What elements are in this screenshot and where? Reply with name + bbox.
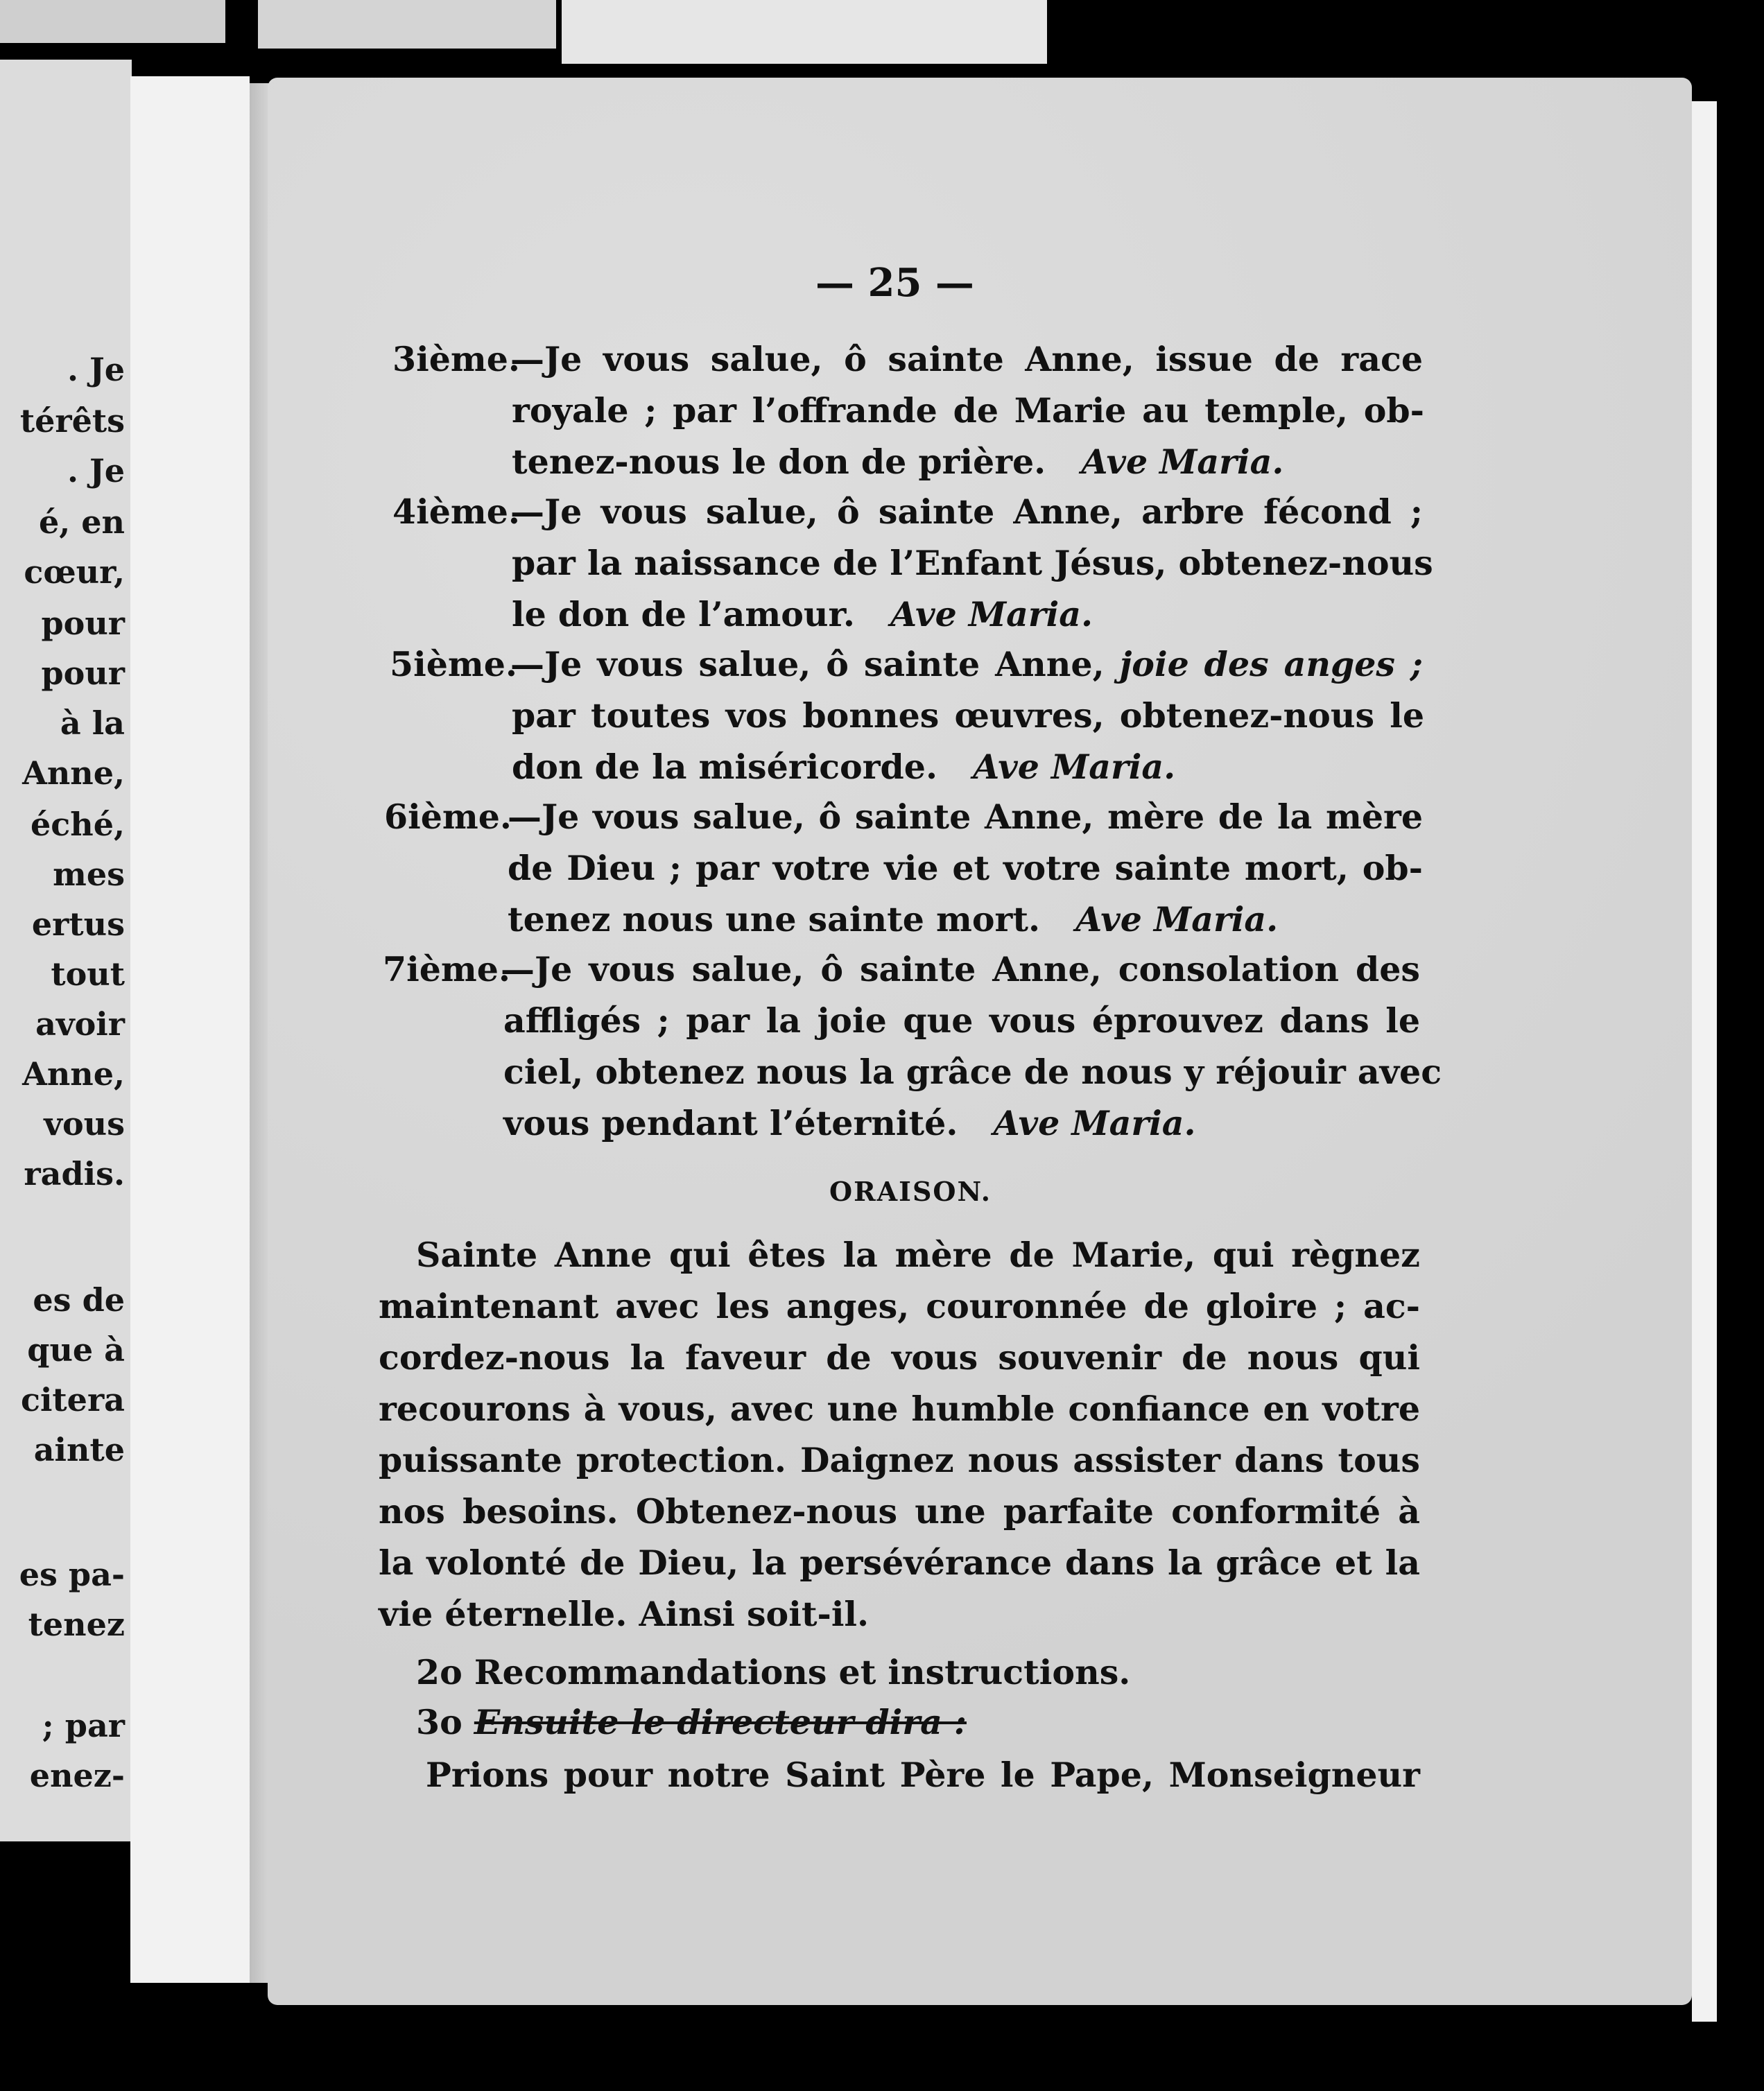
- book-gutter: [130, 76, 250, 1983]
- instruction-item: 2o Recommandations et instructions.: [416, 1652, 1131, 1692]
- left-page-fragment: . Je: [67, 351, 125, 388]
- litany-line-text: tenez-nous le don de prière.: [512, 442, 1046, 482]
- left-page-fragment: que à: [27, 1331, 125, 1369]
- litany-line-text: vous pendant l’éternité.: [503, 1103, 958, 1143]
- left-page-fragment: citera: [20, 1381, 125, 1418]
- litany-line-text: le don de l’amour.: [512, 594, 855, 634]
- upper-page-edge: [562, 0, 1047, 64]
- left-page-fragment: vous: [44, 1105, 125, 1143]
- left-page-fragment: tout: [51, 955, 125, 993]
- litany-number: 3ième.: [392, 339, 520, 379]
- litany-number: 4ième.: [392, 492, 520, 532]
- left-page-fragment: avoir: [35, 1005, 125, 1043]
- oraison-line: vie éternelle. Ainsi soit-il.: [379, 1594, 870, 1634]
- litany-line-text: tenez nous une sainte mort.: [508, 899, 1041, 939]
- litany-number: 5ième.: [390, 644, 517, 684]
- left-page-fragment: es pa-: [19, 1556, 125, 1593]
- top-strip: [0, 0, 1764, 55]
- left-page-fragment: radis.: [24, 1155, 125, 1192]
- litany-line: affligés ; par la joie que vous éprouvez dans le: [503, 1000, 1420, 1041]
- left-page-fragment: térêts: [19, 402, 125, 440]
- item-number: 3o: [416, 1702, 462, 1742]
- left-page-fragment: ainte: [33, 1431, 125, 1468]
- left-page-fragment: . Je: [67, 452, 125, 489]
- litany-line: [512, 594, 1093, 634]
- left-page-fragment: ; par: [42, 1707, 125, 1744]
- left-page-fragment: cœur,: [24, 553, 125, 591]
- litany-line: [512, 442, 1284, 482]
- left-page-fragment: Anne,: [22, 754, 125, 792]
- litany-line: [510, 644, 1424, 684]
- litany-line: —Je vous salue, ô sainte Anne, consolation des: [501, 949, 1420, 989]
- oraison-line: puissante protection. Daignez nous assister dans tous: [379, 1440, 1420, 1480]
- left-page-fragment: mes: [53, 856, 125, 893]
- oraison-line: la volonté de Dieu, la persévérance dans la grâce et la: [379, 1543, 1420, 1583]
- left-page-fragment: tenez: [28, 1606, 125, 1643]
- litany-line: ciel, obtenez nous la grâce de nous y réjouir avec: [503, 1052, 1442, 1092]
- ave-maria: Ave Maria.: [890, 594, 1093, 634]
- litany-line-text: —Je vous salue, ô sainte Anne,: [510, 644, 1105, 684]
- litany-line: —Je vous salue, ô sainte Anne, mère de la mère: [508, 797, 1423, 837]
- ave-maria: Ave Maria.: [1081, 442, 1284, 482]
- upper-page-edge: [0, 0, 225, 43]
- left-page-fragment: é, en: [38, 503, 125, 541]
- oraison-line: Sainte Anne qui êtes la mère de Marie, qui règnez: [416, 1235, 1420, 1275]
- litany-line: [508, 899, 1279, 939]
- litany-line: [512, 747, 1176, 787]
- litany-number: 6ième.: [384, 797, 512, 837]
- left-adjacent-page: [0, 60, 132, 1841]
- section-heading: ORAISON.: [829, 1176, 992, 1207]
- oraison-line: cordez-nous la faveur de vous souvenir de nous qui: [379, 1337, 1420, 1378]
- item-text: Ensuite le directeur dira :: [474, 1702, 967, 1742]
- oraison-line: recourons à vous, avec une humble confiance en votre: [379, 1389, 1420, 1429]
- left-page-fragment: à la: [60, 704, 125, 742]
- litany-line: —Je vous salue, ô sainte Anne, issue de race: [510, 339, 1423, 379]
- body-line: Prions pour notre Saint Père le Pape, Monseigneur: [426, 1755, 1420, 1795]
- upper-page-edge: [258, 0, 556, 49]
- page-number: — 25 —: [815, 260, 974, 306]
- litany-line: —Je vous salue, ô sainte Anne, arbre fécond ;: [510, 492, 1423, 532]
- ave-maria: Ave Maria.: [993, 1103, 1196, 1143]
- litany-line: [503, 1103, 1196, 1143]
- left-page-fragment: enez-: [29, 1757, 125, 1794]
- litany-line: par toutes vos bonnes œuvres, obtenez-nous le: [512, 695, 1424, 736]
- litany-line: royale ; par l’offrande de Marie au temple, ob-: [512, 390, 1424, 431]
- litany-line: par la naissance de l’Enfant Jésus, obtenez-nous: [512, 543, 1433, 583]
- left-page-fragment: pour: [41, 605, 125, 642]
- left-page-fragment: Anne,: [22, 1055, 125, 1093]
- ave-maria: Ave Maria.: [973, 747, 1176, 787]
- ave-maria: Ave Maria.: [1075, 899, 1279, 939]
- litany-line-text: don de la miséricorde.: [512, 747, 938, 787]
- left-page-fragment: ertus: [31, 905, 125, 943]
- left-page-fragment: éché,: [30, 806, 125, 843]
- litany-number: 7ième.: [383, 949, 510, 989]
- page-edge: [1692, 101, 1717, 2022]
- left-page-fragment: es de: [33, 1281, 125, 1319]
- litany-line: de Dieu ; par votre vie et votre sainte mort, ob-: [508, 848, 1423, 888]
- oraison-line: nos besoins. Obtenez-nous une parfaite conformité à: [379, 1491, 1420, 1532]
- oraison-line: maintenant avec les anges, couronnée de gloire ; ac-: [379, 1286, 1420, 1326]
- left-page-fragment: pour: [41, 654, 125, 692]
- instruction-item: [416, 1702, 967, 1742]
- litany-italic-phrase: joie des anges ;: [1119, 644, 1424, 684]
